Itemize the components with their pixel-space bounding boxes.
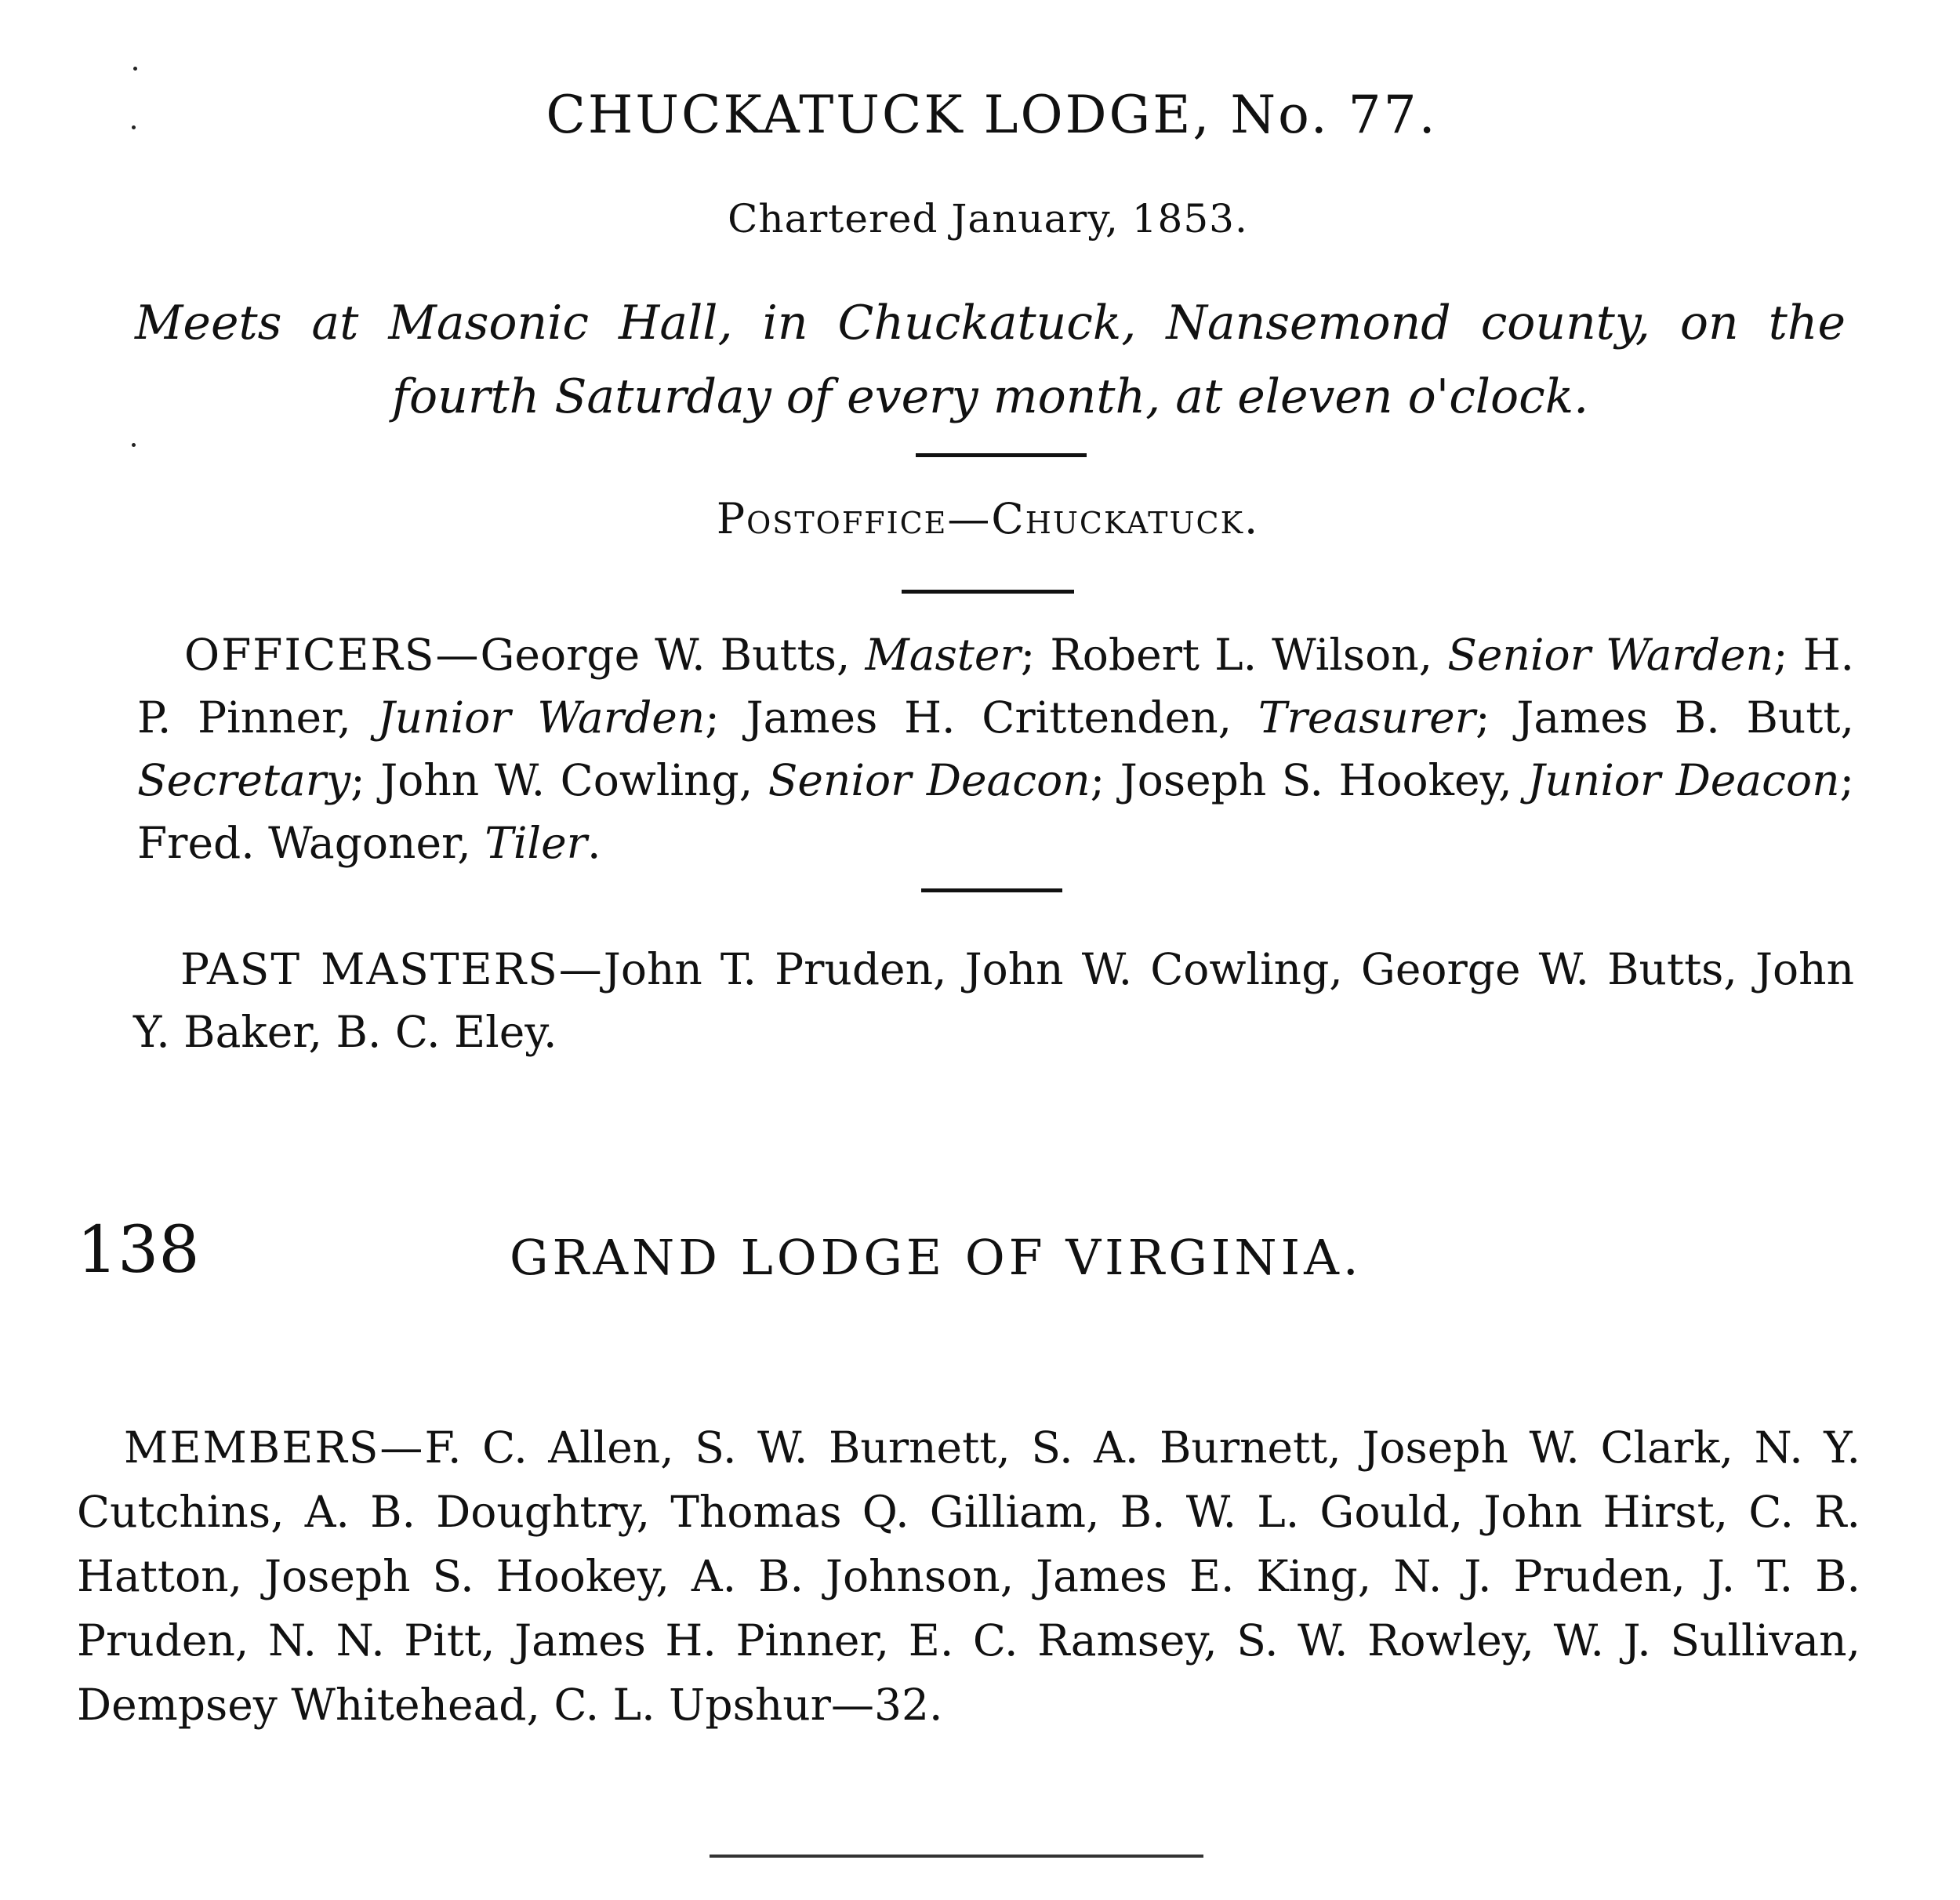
past-masters-list: John T. Pruden, John W. Cowling, George W. Butts, John Y. Baker, B. C. Eley. <box>133 944 1855 1057</box>
officer-separator: ; <box>350 755 381 805</box>
officer-role: Senior Deacon <box>768 755 1091 805</box>
section-divider <box>902 590 1074 594</box>
officer-separator: ; <box>1020 630 1051 680</box>
officer-name: Robert L. Wilson, <box>1050 630 1448 680</box>
officer-role: Treasurer <box>1258 692 1475 743</box>
officer-name: James H. Crittenden, <box>746 692 1258 743</box>
scan-speck <box>132 443 136 447</box>
meeting-info <box>135 286 1846 434</box>
past-masters-paragraph <box>133 938 1854 1063</box>
officer-role: Senior Warden <box>1447 630 1773 680</box>
officer-name: Fred. Wagoner, <box>137 818 485 868</box>
page-number: 138 <box>77 1213 200 1288</box>
members-heading: MEMBERS— <box>124 1422 425 1473</box>
officer-separator: . <box>586 818 601 868</box>
officer-separator: ; <box>705 692 746 743</box>
meeting-info-line-1: Meets at Masonic Hall, in Chuckatuck, Nansemond county, on the <box>135 296 1846 351</box>
officer-role: Tiler <box>485 818 587 868</box>
section-divider <box>916 453 1087 457</box>
running-head: GRAND LODGE OF VIRGINIA. <box>510 1229 1363 1286</box>
meeting-info-line-2: fourth Saturday of every month, at eleven o'clock. <box>391 369 1589 424</box>
officers-paragraph <box>137 623 1854 874</box>
postoffice-line: Postoffice—Chuckatuck. <box>716 494 1260 543</box>
section-divider <box>921 888 1062 892</box>
officer-separator: ; <box>1475 692 1517 743</box>
members-paragraph <box>77 1415 1860 1737</box>
end-rule <box>710 1855 1203 1858</box>
past-masters-heading: PAST MASTERS— <box>180 944 604 994</box>
officers-heading: OFFICERS— <box>184 630 481 680</box>
officer-role: Master <box>865 630 1021 680</box>
charter-date: Chartered January, 1853. <box>728 196 1248 242</box>
members-list: F. C. Allen, S. W. Burnett, S. A. Burnett, Joseph W. Clark, N. Y. Cutchins, A. B. Doughtry, Thomas Q. Gilliam, B. W. L. Gould, John Hirst, C. R. Hatton, Joseph S. Hookey, A. B. Johnson, James E. King, N. J. Pruden, J. T. B. Pruden, N. N. Pitt, James H. Pinner, E. C. Ramsey, S. W. Rowley, W. J. Sullivan, Dempsey Whitehead, C. L. Upshur—32. <box>77 1422 1860 1730</box>
officer-name: Joseph S. Hookey, <box>1120 755 1528 805</box>
scan-speck <box>133 67 137 71</box>
officer-name: H. P. Pinner, <box>137 630 1855 743</box>
officer-name: John W. Cowling, <box>380 755 768 805</box>
officer-role: Junior Deacon <box>1527 755 1840 805</box>
officer-separator: ; <box>1090 755 1120 805</box>
officer-name: James B. Butt, <box>1516 692 1854 743</box>
officer-separator: ; <box>1839 755 1855 805</box>
officer-role: Junior Warden <box>377 692 706 743</box>
lodge-title: CHUCKATUCK LODGE, No. 77. <box>546 85 1438 145</box>
officer-role: Secretary <box>137 755 351 805</box>
officer-name: George W. Butts, <box>480 630 866 680</box>
officer-separator: ; <box>1773 630 1803 680</box>
